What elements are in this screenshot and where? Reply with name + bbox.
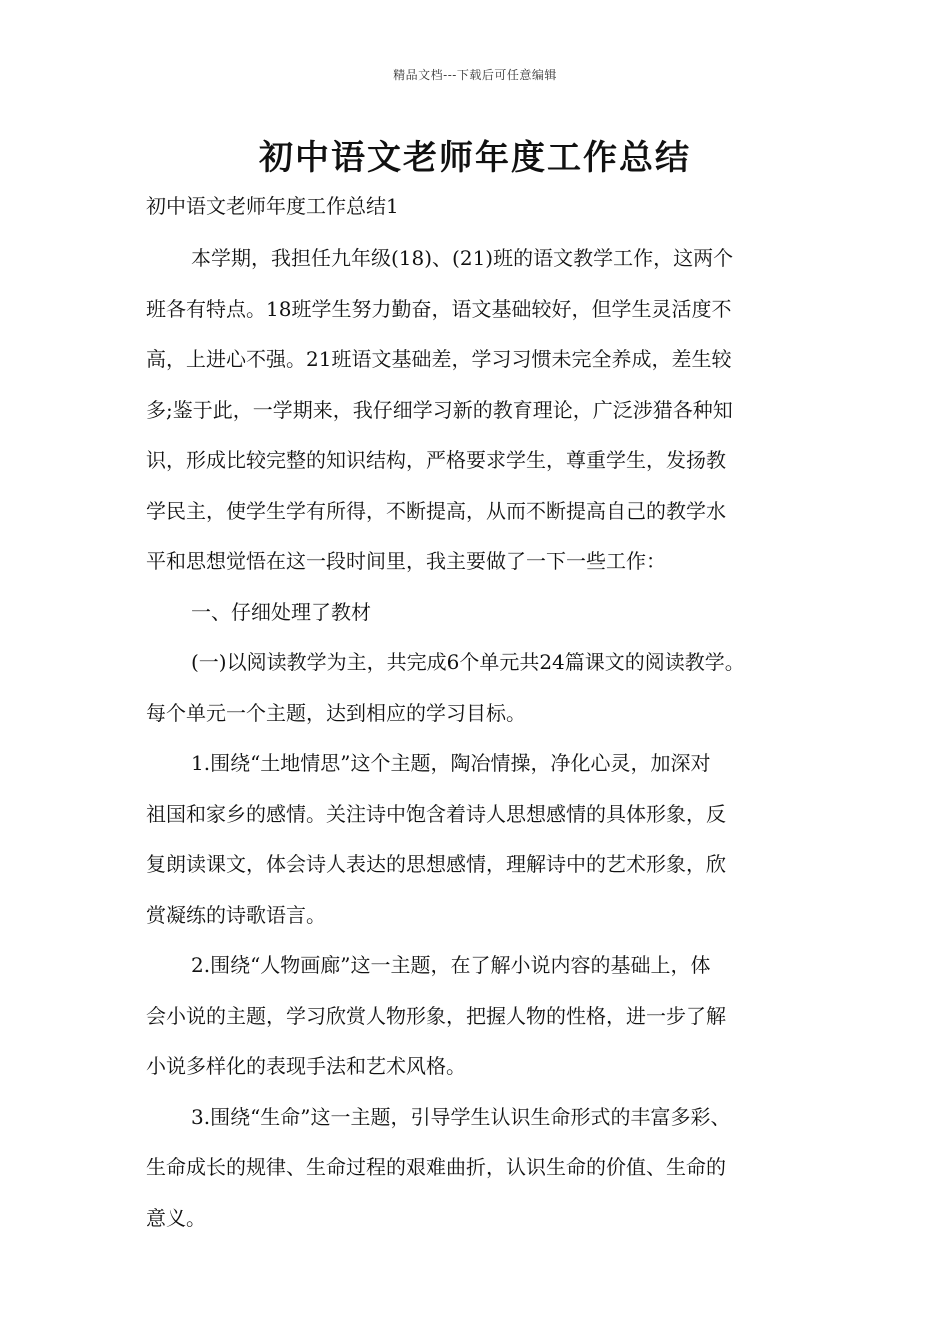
paragraph-line: 班各有特点。18班学生努力勤奋，语文基础较好，但学生灵活度不 bbox=[146, 296, 732, 321]
paragraph-line: 意义。 bbox=[146, 1205, 206, 1230]
paragraph-line: 复朗读课文，体会诗人表达的思想感情，理解诗中的艺术形象，欣 bbox=[146, 852, 726, 876]
paragraph bbox=[146, 940, 816, 1092]
paragraph-line: 会小说的主题，学习欣赏人物形象，把握人物的性格，进一步了解 bbox=[146, 1003, 726, 1028]
paragraph-line: 祖国和家乡的感情。关注诗中饱含着诗人思想感情的具体形象，反 bbox=[146, 801, 726, 826]
paragraph-line: 学民主，使学生学有所得，不断提高，从而不断提高自己的教学水 bbox=[146, 498, 726, 523]
paragraph-line: 2.围绕“人物画廊”这一主题，在了解小说内容的基础上，体 bbox=[191, 953, 711, 977]
document-title: 初中语文老师年度工作总结 bbox=[259, 138, 691, 178]
paragraph-line: 平和思想觉悟在这一段时间里，我主要做了一下一些工作： bbox=[146, 549, 666, 573]
paragraph-line: 识，形成比较完整的知识结构，严格要求学生，尊重学生，发扬教 bbox=[146, 448, 726, 472]
paragraph-line: 每个单元一个主题，达到相应的学习目标。 bbox=[146, 700, 526, 725]
paragraph-line: (一)以阅读教学为主，共完成6个单元共24篇课文的阅读教学。 bbox=[191, 650, 745, 674]
paragraph-line: 本学期，我担任九年级(18)、(21)班的语文教学工作，这两个 bbox=[191, 246, 734, 270]
paragraph-line: 一、仔细处理了教材 bbox=[191, 599, 371, 624]
paragraph bbox=[146, 738, 816, 940]
document-body bbox=[146, 233, 816, 1243]
header-note: 精品文档---下载后可任意编辑 bbox=[393, 68, 557, 82]
paragraph-line: 赏凝练的诗歌语言。 bbox=[146, 902, 326, 927]
paragraph-line: 1.围绕“土地情思”这个主题，陶冶情操，净化心灵，加深对 bbox=[191, 751, 711, 775]
paragraph-line: 高，上进心不强。21班语文基础差，学习习惯未完全养成，差生较 bbox=[146, 347, 732, 371]
paragraph bbox=[146, 1092, 816, 1244]
paragraph bbox=[146, 587, 816, 638]
section-subtitle: 初中语文老师年度工作总结1 bbox=[146, 194, 399, 218]
paragraph-line: 3.围绕“生命”这一主题，引导学生认识生命形式的丰富多彩、 bbox=[191, 1104, 731, 1129]
paragraph bbox=[146, 637, 816, 738]
paragraph-line: 小说多样化的表现手法和艺术风格。 bbox=[146, 1054, 466, 1078]
paragraph-line: 生命成长的规律、生命过程的艰难曲折，认识生命的价值、生命的 bbox=[146, 1155, 726, 1179]
paragraph bbox=[146, 233, 816, 587]
paragraph-line: 多;鉴于此，一学期来，我仔细学习新的教育理论，广泛涉猎各种知 bbox=[146, 397, 733, 422]
